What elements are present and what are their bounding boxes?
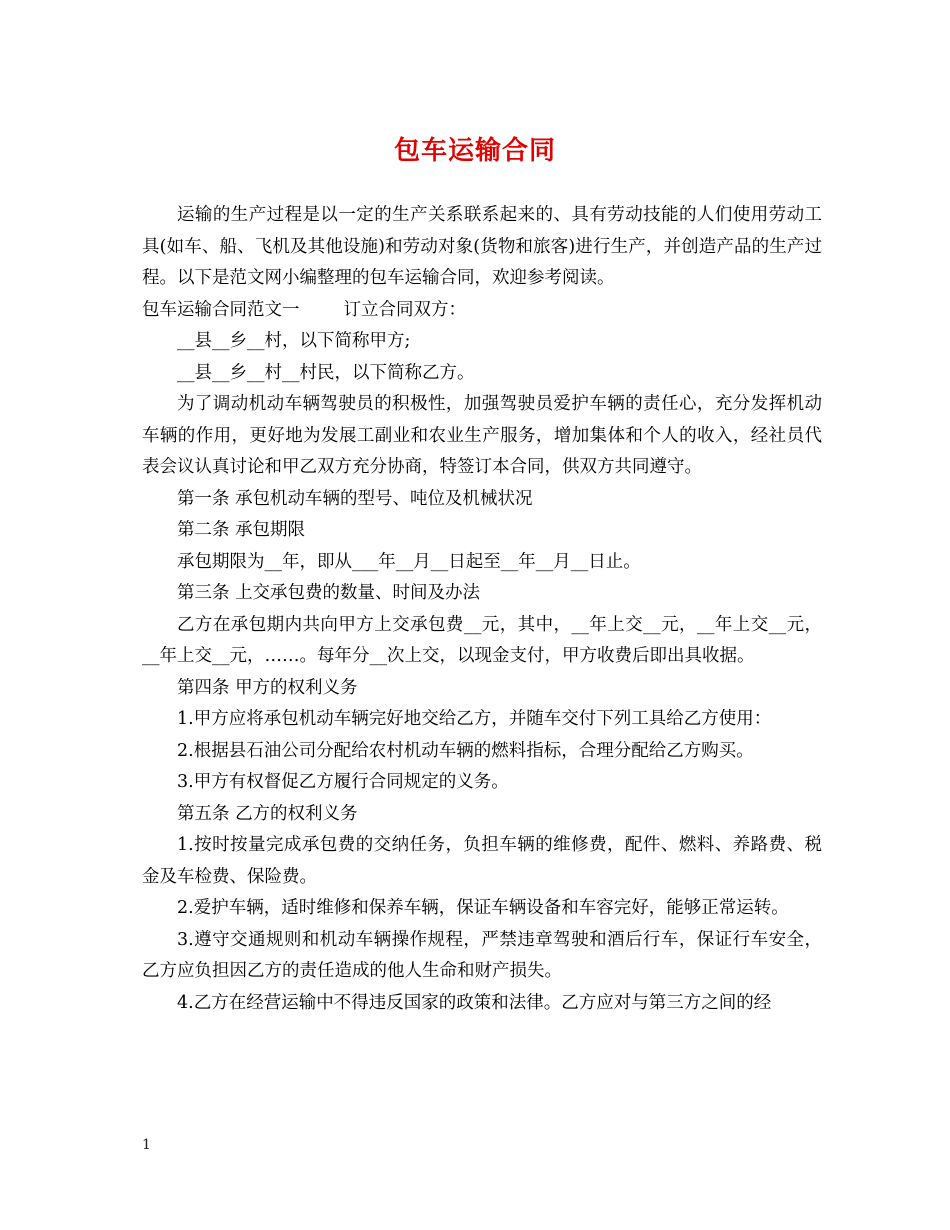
purpose-paragraph: 为了调动机动车辆驾驶员的积极性，加强驾驶员爱护车辆的责任心，充分发挥机动车辆的作用，更好地为发展工副业和农业生产服务，增加集体和个人的收入，经社员代表会议认真讨论和甲乙双方充分协商，特签订本合同，供双方共同遵守。: [142, 394, 822, 477]
article-3-text: 乙方在承包期内共向甲方上交承包费__元，其中，__年上交__元，__年上交__元，__年上交__元，……。每年分__次上交，以现金支付，甲方收费后即出具收据。: [142, 614, 822, 666]
article-4-item-2: 2.根据县石油公司分配给农村机动车辆的燃料指标，合理分配给乙方购买。: [177, 740, 754, 761]
article-5-item-4: 4.乙方在经营运输中不得违反国家的政策和法律。乙方应对与第三方之间的经: [177, 992, 772, 1013]
contract-parties-label: 订立合同双方：: [343, 299, 466, 320]
article-5-heading: 第五条 乙方的权利义务: [177, 803, 358, 824]
sample-heading-title: 包车运输合同范文一: [142, 299, 300, 320]
page-number: 1: [142, 1137, 151, 1153]
article-2-heading: 第二条 承包期限: [177, 520, 306, 540]
article-4-item-1: 1.甲方应将承包机动车辆完好地交给乙方，并随车交付下列工具给乙方使用：: [177, 709, 772, 729]
article-5-item-2: 2.爱护车辆，适时维修和保养车辆，保证车辆设备和车容完好，能够正常运转。: [177, 898, 789, 918]
article-4-heading: 第四条 甲方的权利义务: [177, 677, 358, 698]
party-b-paragraph: __县__乡__村__村民，以下简称乙方。: [177, 362, 475, 383]
sample-heading: [142, 295, 822, 327]
party-a-paragraph: __县__乡__村，以下简称甲方;: [177, 331, 411, 351]
article-3-heading: 第三条 上交承包费的数量、时间及办法: [177, 583, 481, 603]
intro-paragraph: 运输的生产过程是以一定的生产关系联系起来的、具有劳动技能的人们使用劳动工具(如车、船、飞机及其他设施)和劳动对象(货物和旅客)进行生产，并创造产品的生产过程。以下是范文网小编整理的包车运输合同，欢迎参考阅读。: [142, 205, 822, 288]
document-body: [142, 200, 822, 1019]
article-5-item-1: 1.按时按量完成承包费的交纳任务，负担车辆的维修费，配件、燃料、养路费、税金及车检费、保险费。: [142, 835, 822, 887]
article-1-heading: 第一条 承包机动车辆的型号、吨位及机械状况: [177, 488, 533, 509]
article-4-item-3: 3.甲方有权督促乙方履行合同规定的义务。: [177, 772, 509, 792]
document-title: 包车运输合同: [393, 136, 556, 166]
article-5-item-3: 3.遵守交通规则和机动车辆操作规程，严禁违章驾驶和酒后行车，保证行车安全，乙方应负担因乙方的责任造成的他人生命和财产损失。: [142, 929, 822, 981]
article-2-text: 承包期限为__年，即从___年__月__日起至__年__月__日止。: [177, 551, 641, 572]
